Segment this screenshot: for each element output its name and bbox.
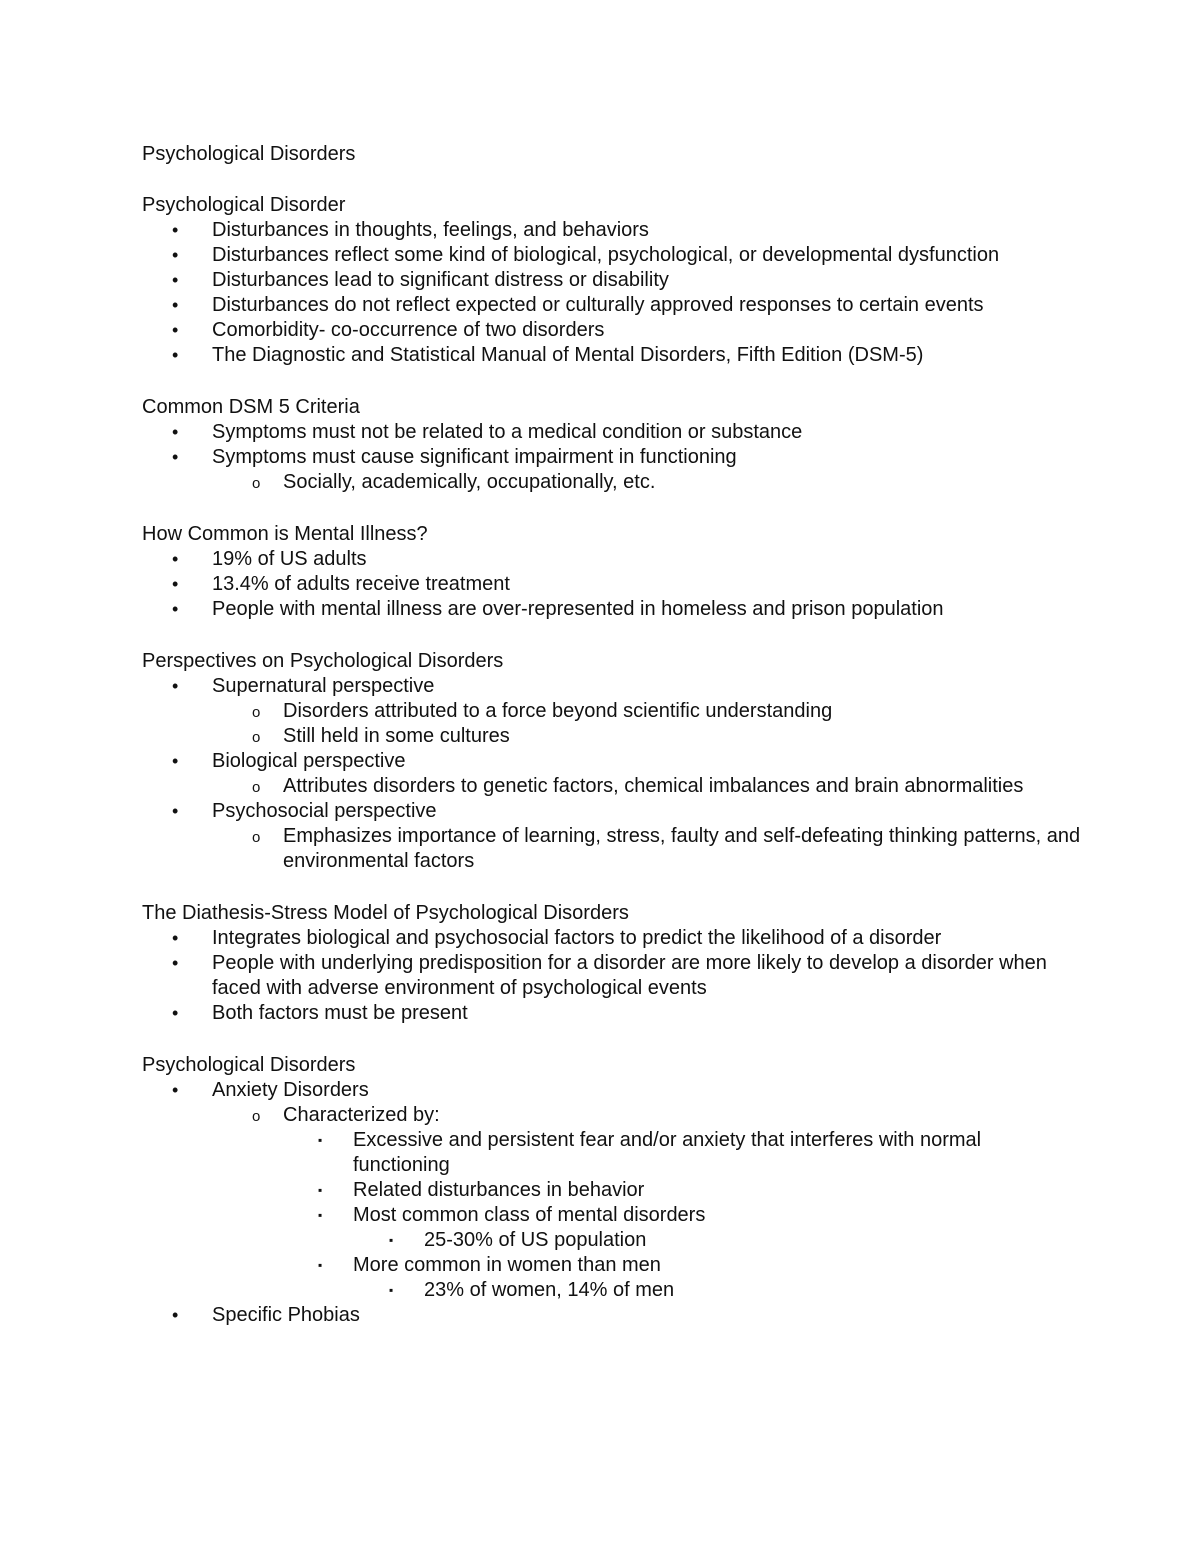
bullet-marker-icon: • [172,270,179,290]
document-title: Psychological Disorders [142,143,356,165]
list-item-text: The Diagnostic and Statistical Manual of Mental Disorders, Fifth Edition (DSM-5) [212,344,924,366]
list-item [142,293,1082,318]
bullet-list [142,547,1082,622]
list-item-text: 25-30% of US population [424,1229,647,1251]
bullet-marker-icon: ▪ [389,1283,394,1297]
bullet-marker-icon: o [252,779,261,796]
bullet-marker-icon: o [252,729,261,746]
bullet-marker-icon: • [172,295,179,315]
bullet-list [142,926,1082,1026]
list-item-text: Symptoms must cause significant impairment in functioning [212,446,737,468]
list-item-text: Characterized by: [283,1104,440,1126]
bullet-marker-icon: • [172,676,179,696]
bullet-marker-icon: • [172,447,179,467]
bullet-marker-icon: • [172,1080,179,1100]
bullet-marker-icon: • [172,1003,179,1023]
list-item [142,1001,1082,1026]
list-item-text: Comorbidity- co-occurrence of two disorders [212,319,605,341]
bullet-marker-icon: ▪ [318,1208,323,1222]
list-item [142,749,1082,774]
list-item [142,1178,1082,1203]
bullet-marker-icon: • [172,549,179,569]
list-item [142,1128,1082,1178]
list-item [142,547,1082,572]
list-item-text: Disturbances lead to significant distress or disability [212,269,669,291]
bullet-marker-icon: ▪ [318,1258,323,1272]
list-item-text: Both factors must be present [212,1002,468,1024]
list-item [142,799,1082,824]
bullet-list [142,420,1082,495]
bullet-marker-icon: • [172,422,179,442]
list-item-text: Supernatural perspective [212,675,435,697]
bullet-marker-icon: • [172,751,179,771]
list-item [142,724,1082,749]
list-item [142,926,1082,951]
bullet-list [142,1078,1082,1328]
list-item-text: Disorders attributed to a force beyond scientific understanding [283,700,833,722]
bullet-marker-icon: • [172,1305,179,1325]
section-heading: Perspectives on Psychological Disorders [142,650,504,672]
list-item [142,1078,1082,1103]
bullet-marker-icon: ▪ [318,1183,323,1197]
list-item-text: Psychosocial perspective [212,800,437,822]
section-heading: The Diathesis-Stress Model of Psychological Disorders [142,902,629,924]
section-heading: Psychological Disorders [142,1054,356,1076]
list-item-text: Integrates biological and psychosocial factors to predict the likelihood of a disorder [212,927,942,949]
list-item [142,1278,1082,1303]
bullet-marker-icon: o [252,704,261,721]
list-item-text: People with underlying predisposition for a disorder are more likely to develop a disorder when faced with adverse environment of psychological events [212,952,1047,999]
list-item-text: Still held in some cultures [283,725,510,747]
bullet-list [142,218,1082,368]
list-item-text: 23% of women, 14% of men [424,1279,675,1301]
list-item [142,824,1082,874]
list-item [142,674,1082,699]
list-item [142,597,1082,622]
list-item [142,699,1082,724]
list-item-text: Disturbances do not reflect expected or culturally approved responses to certain events [212,294,984,316]
bullet-marker-icon: ▪ [318,1133,323,1147]
list-item [142,343,1082,368]
list-item-text: Most common class of mental disorders [353,1204,706,1226]
section [142,901,1082,1026]
list-item-text: Biological perspective [212,750,406,772]
list-item-text: Excessive and persistent fear and/or anxiety that interferes with normal functioning [353,1129,982,1176]
list-item [142,268,1082,293]
list-item [142,1103,1082,1128]
bullet-marker-icon: o [252,829,261,846]
list-item-text: Disturbances reflect some kind of biological, psychological, or developmental dysfunction [212,244,1000,266]
document-body [142,193,1082,1328]
list-item-text: Disturbances in thoughts, feelings, and behaviors [212,219,649,241]
list-item [142,951,1082,1001]
list-item [142,218,1082,243]
list-item [142,1228,1082,1253]
list-item [142,572,1082,597]
bullet-marker-icon: o [252,1108,261,1125]
list-item-text: More common in women than men [353,1254,661,1276]
list-item [142,1303,1082,1328]
list-item [142,1203,1082,1228]
section-heading: Common DSM 5 Criteria [142,396,360,418]
list-item-text: Emphasizes importance of learning, stress, faulty and self-defeating thinking patterns, and environmental factors [283,825,1081,872]
list-item-text: 19% of US adults [212,548,367,570]
list-item [142,470,1082,495]
list-item-text: Symptoms must not be related to a medical condition or substance [212,421,803,443]
list-item-text: Anxiety Disorders [212,1079,369,1101]
section [142,649,1082,874]
section [142,395,1082,495]
bullet-marker-icon: • [172,220,179,240]
section-heading: Psychological Disorder [142,194,346,216]
bullet-marker-icon: ▪ [389,1233,394,1247]
list-item [142,420,1082,445]
bullet-marker-icon: • [172,574,179,594]
bullet-marker-icon: • [172,801,179,821]
bullet-marker-icon: • [172,345,179,365]
document-page [142,142,1082,1355]
bullet-marker-icon: • [172,245,179,265]
list-item-text: People with mental illness are over-represented in homeless and prison population [212,598,944,620]
list-item-text: Specific Phobias [212,1304,360,1326]
bullet-marker-icon: • [172,599,179,619]
list-item [142,318,1082,343]
section [142,522,1082,622]
list-item-text: 13.4% of adults receive treatment [212,573,510,595]
list-item-text: Socially, academically, occupationally, etc. [283,471,656,493]
list-item-text: Attributes disorders to genetic factors, chemical imbalances and brain abnormalities [283,775,1024,797]
list-item [142,1253,1082,1278]
list-item [142,243,1082,268]
section [142,1053,1082,1328]
bullet-marker-icon: • [172,953,179,973]
list-item [142,774,1082,799]
section [142,193,1082,368]
bullet-marker-icon: • [172,928,179,948]
bullet-list [142,674,1082,874]
list-item [142,445,1082,470]
bullet-marker-icon: o [252,475,261,492]
section-heading: How Common is Mental Illness? [142,523,428,545]
bullet-marker-icon: • [172,320,179,340]
list-item-text: Related disturbances in behavior [353,1179,645,1201]
